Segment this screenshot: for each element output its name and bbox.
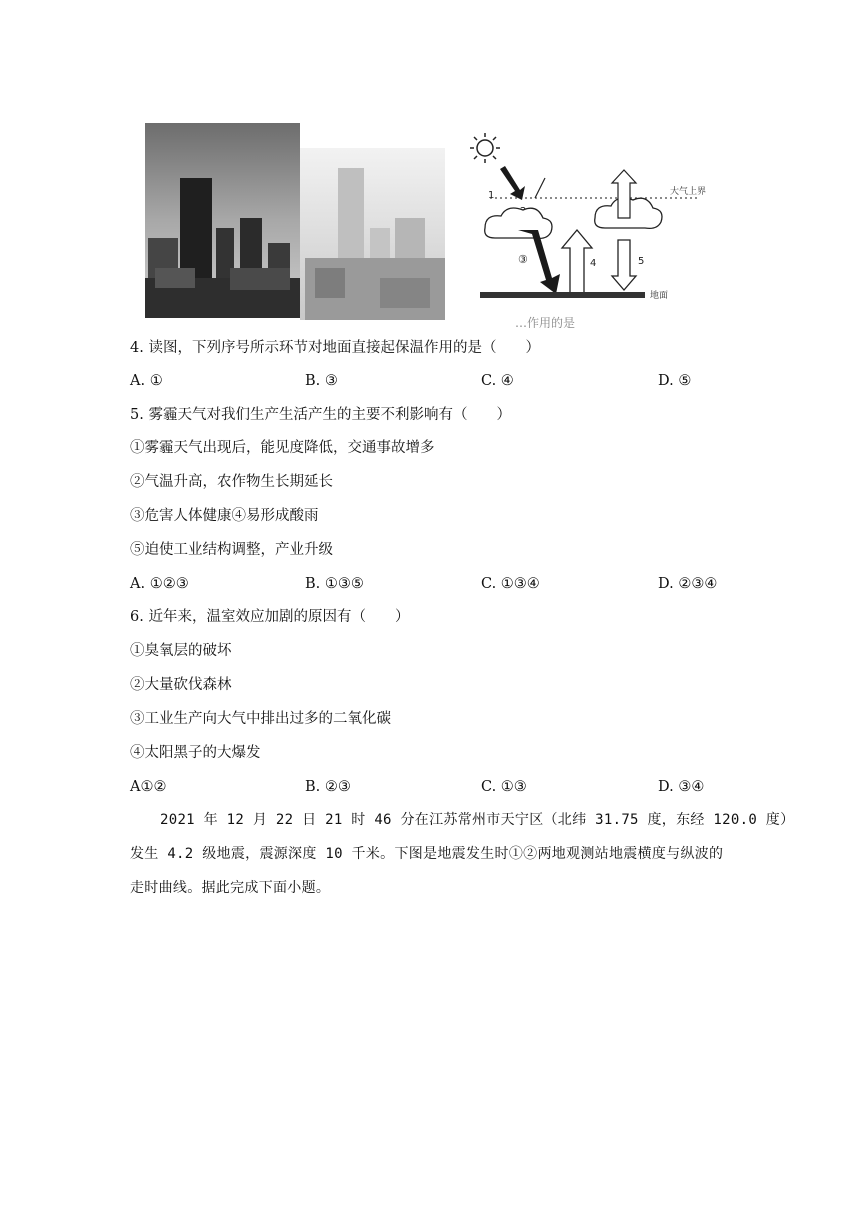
- label-atmosphere-top: 大气上界: [670, 187, 707, 197]
- arrow-4-ground-radiation: [562, 230, 592, 293]
- q6-item-3: ③工业生产向大气中排出过多的二氧化碳: [130, 711, 391, 727]
- label-5: 5: [638, 256, 645, 267]
- ground-strip: [480, 292, 645, 298]
- label-3: ③: [518, 253, 528, 266]
- q5-option-b[interactable]: B. ①③⑤: [305, 576, 364, 592]
- label-4: 4: [590, 258, 597, 269]
- passage-line-2: 发生 4.2 级地震，震源深度 10 千米。下图是地震发生时①②两地观测站地震横度与纵波的: [130, 846, 724, 862]
- q6-option-c[interactable]: C. ①③: [481, 779, 527, 795]
- q4-option-c[interactable]: C. ④: [481, 373, 514, 389]
- photo-clear-city: [145, 123, 300, 318]
- q6-option-d[interactable]: D. ③④: [658, 779, 705, 795]
- q5-item-2: ②气温升高，农作物生长期延长: [130, 474, 333, 490]
- q6-option-b[interactable]: B. ②③: [305, 779, 351, 795]
- photo-hazy-city: [300, 148, 445, 320]
- q5-option-d[interactable]: D. ②③④: [658, 576, 718, 592]
- arrow-1-incoming: [500, 166, 525, 200]
- q5-option-a[interactable]: A. ①②③: [130, 576, 189, 592]
- question-6-stem: 6. 近年来，温室效应加剧的原因有（ ）: [130, 609, 410, 625]
- figure-svg: [140, 118, 730, 328]
- q4-option-d[interactable]: D. ⑤: [658, 373, 692, 389]
- q4-option-b[interactable]: B. ③: [305, 373, 338, 389]
- q4-option-a[interactable]: A. ①: [130, 373, 163, 389]
- cut-caption: …作用的是: [515, 316, 576, 328]
- label-1: 1: [488, 190, 495, 201]
- arrow-2-reflect: [535, 178, 545, 198]
- question-4-stem: 4. 读图，下列序号所示环节对地面直接起保温作用的是（ ）: [130, 340, 540, 356]
- q5-item-3: ③危害人体健康④易形成酸雨: [130, 508, 319, 524]
- q5-item-1: ①雾霾天气出现后，能见度降低，交通事故增多: [130, 440, 435, 456]
- label-ground: 地面: [650, 291, 669, 301]
- passage-line-1: 2021 年 12 月 22 日 21 时 46 分在江苏常州市天宁区（北纬 31.75 度，东经 120.0 度）: [160, 812, 795, 828]
- q6-option-a[interactable]: A①②: [130, 779, 167, 795]
- question-5-stem: 5. 雾霾天气对我们生产生活产生的主要不利影响有（ ）: [130, 407, 511, 423]
- q6-item-1: ①臭氧层的破坏: [130, 643, 232, 659]
- sun-icon: [470, 133, 500, 163]
- cloud-left: [485, 208, 552, 238]
- passage-line-3: 走时曲线。据此完成下面小题。: [130, 880, 331, 896]
- radiation-diagram: [470, 133, 706, 301]
- q5-option-c[interactable]: C. ①③④: [481, 576, 540, 592]
- q5-item-4: ⑤迫使工业结构调整，产业升级: [130, 542, 333, 558]
- arrow-5-atmospheric-counter-radiation: [612, 240, 636, 290]
- figure-haze-and-radiation: [140, 118, 730, 328]
- q6-item-2: ②大量砍伐森林: [130, 677, 232, 693]
- q6-item-4: ④太阳黑子的大爆发: [130, 745, 261, 761]
